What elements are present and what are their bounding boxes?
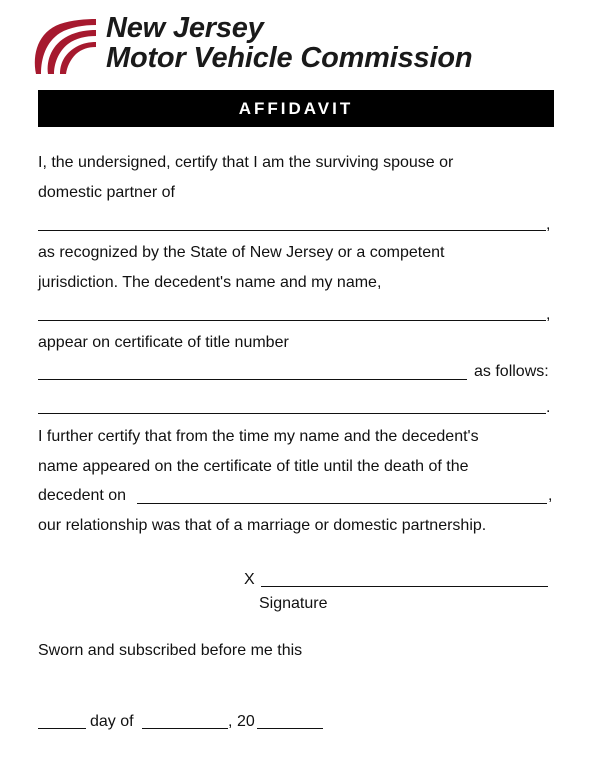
body-line-7: name appeared on the certificate of title until the death of the bbox=[38, 458, 469, 475]
sworn-text: Sworn and subscribed before me this bbox=[38, 642, 303, 659]
affidavit-banner bbox=[38, 90, 554, 127]
comma-1: , bbox=[546, 216, 551, 233]
names-field[interactable] bbox=[38, 320, 546, 321]
as-follows-text: as follows: bbox=[474, 363, 549, 380]
body-line-4: jurisdiction. The decedent's name and my name, bbox=[38, 274, 382, 291]
day-field[interactable] bbox=[38, 728, 86, 729]
sworn-comma: , bbox=[228, 713, 233, 730]
comma-3: , bbox=[548, 487, 553, 504]
org-title-line2: Motor Vehicle Commission bbox=[106, 42, 473, 74]
body-line-1: I, the undersigned, certify that I am the surviving spouse or bbox=[38, 154, 454, 171]
spouse-name-field[interactable] bbox=[38, 230, 546, 231]
period-1: . bbox=[546, 399, 551, 416]
body-line-8-prefix: decedent on bbox=[38, 487, 127, 504]
signature-field[interactable] bbox=[261, 586, 548, 587]
body-line-6: I further certify that from the time my name and the decedent's bbox=[38, 428, 479, 445]
death-date-field[interactable] bbox=[137, 503, 547, 504]
comma-2: , bbox=[546, 306, 551, 323]
year-prefix: 20 bbox=[237, 713, 255, 730]
body-line-3: as recognized by the State of New Jersey or a competent bbox=[38, 244, 445, 261]
signature-label: Signature bbox=[259, 595, 328, 612]
signature-x-mark: X bbox=[244, 571, 255, 588]
org-title bbox=[106, 13, 472, 73]
title-number-field[interactable] bbox=[38, 379, 467, 380]
day-of-label: day of bbox=[90, 713, 134, 730]
body-line-2: domestic partner of bbox=[38, 184, 175, 201]
body-line-5: appear on certificate of title number bbox=[38, 334, 289, 351]
body-line-9: our relationship was that of a marriage or domestic partnership. bbox=[38, 517, 487, 534]
month-field[interactable] bbox=[142, 728, 228, 729]
follows-field[interactable] bbox=[38, 413, 546, 414]
org-title-line1: New Jersey bbox=[106, 12, 264, 44]
nj-mvc-logo-icon bbox=[30, 14, 98, 76]
year-field[interactable] bbox=[257, 728, 323, 729]
banner-title: AFFIDAVIT bbox=[238, 98, 354, 118]
